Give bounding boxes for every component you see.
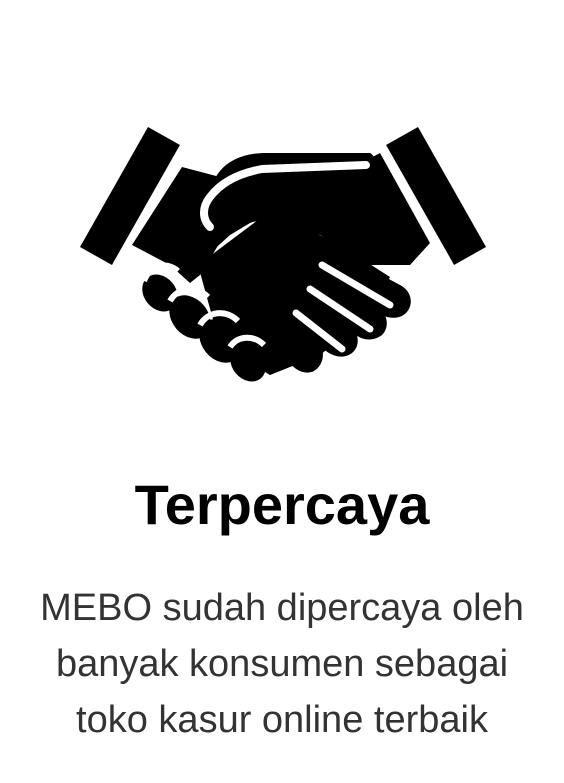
description-line: MEBO sudah dipercaya oleh	[40, 587, 524, 629]
description-line: toko kasur online terbaik	[76, 699, 488, 741]
feature-description	[0, 580, 564, 748]
description-line: banyak konsumen sebagai	[55, 643, 509, 685]
handshake-icon	[70, 115, 494, 395]
feature-title: Terpercaya	[134, 473, 430, 536]
